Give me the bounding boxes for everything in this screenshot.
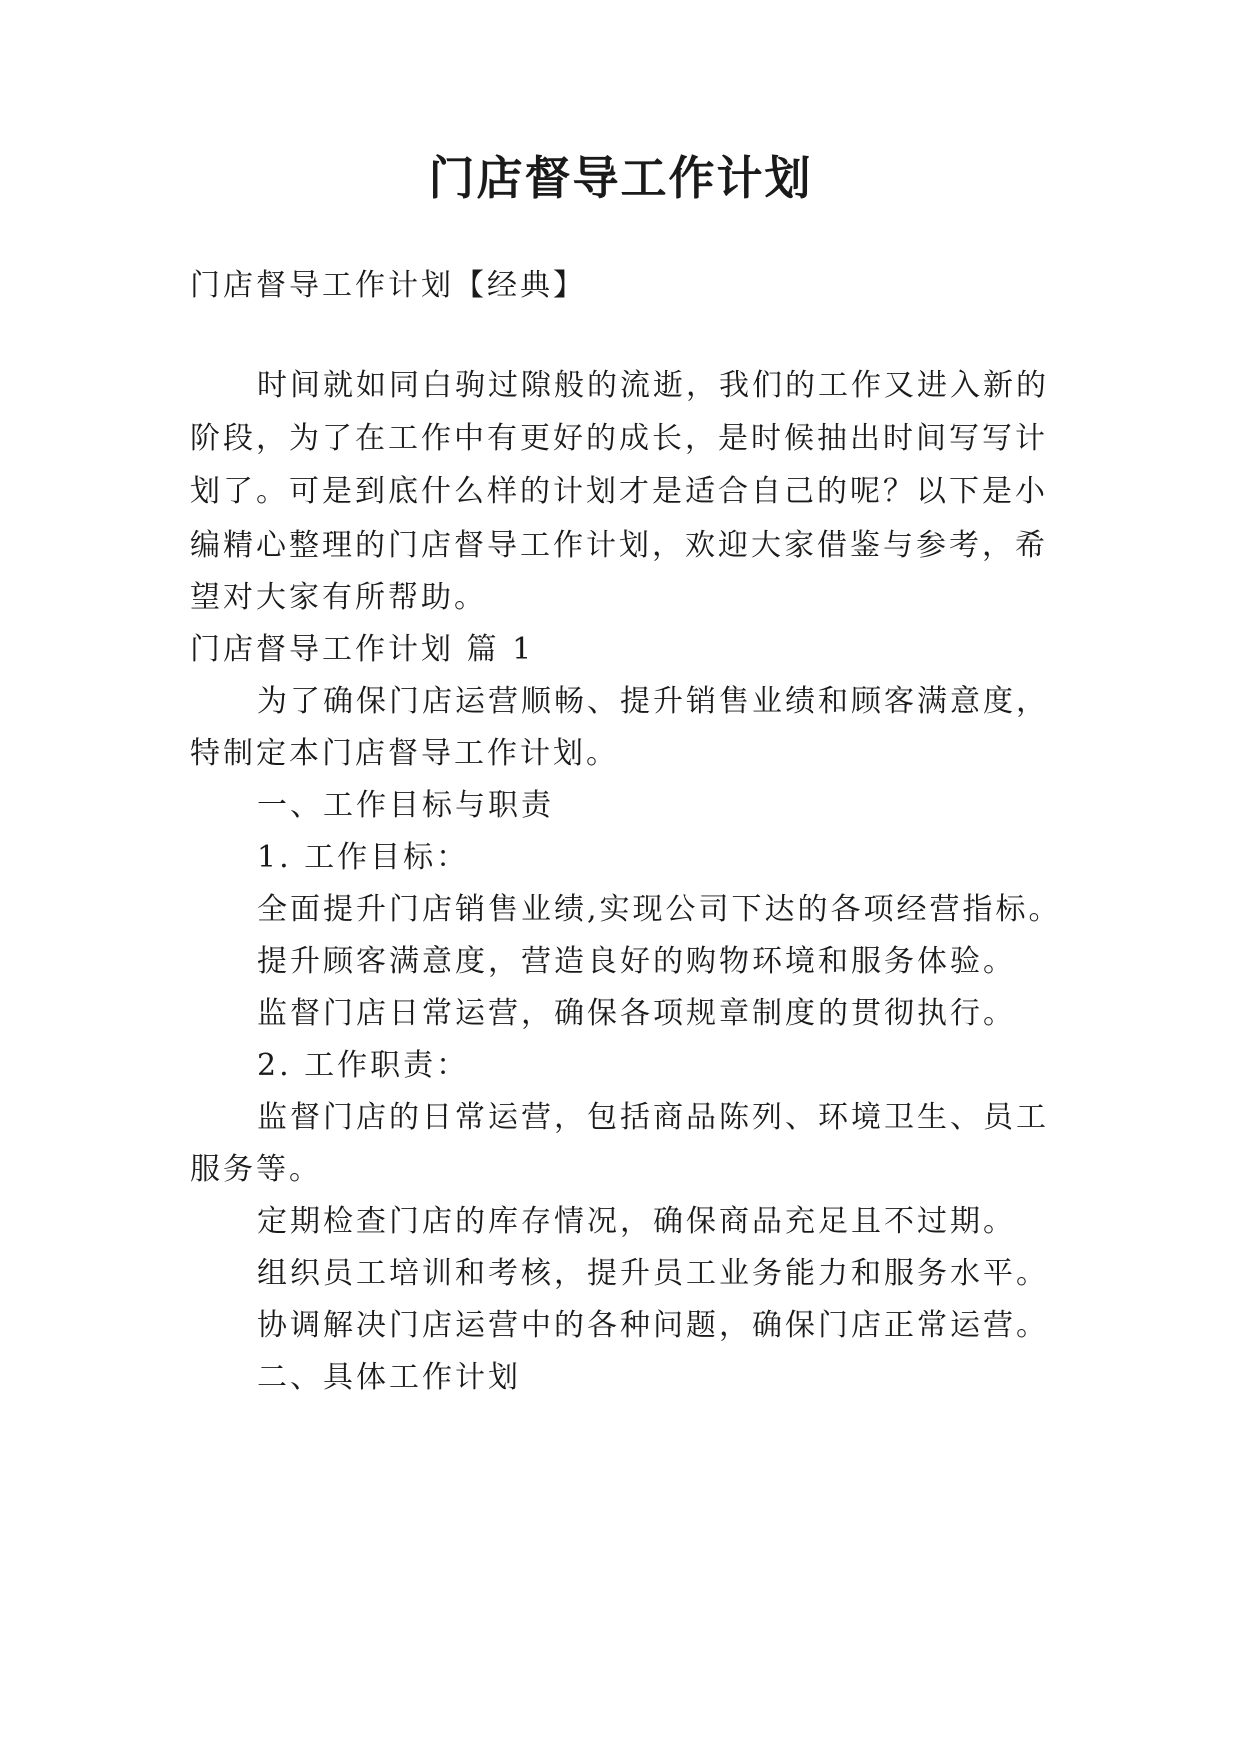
duty-item: 定期检查门店的库存情况，确保商品充足且不过期。 — [257, 1204, 1016, 1239]
subheading-goals: 1. 工作目标： — [257, 840, 470, 875]
intro-line: 时间就如同白驹过隙般的流逝，我们的工作又进入新的 — [257, 368, 1049, 403]
goal-item: 全面提升门店销售业绩,实现公司下达的各项经营指标。 — [257, 892, 1062, 927]
duty-item: 服务等。 — [190, 1152, 322, 1187]
duty-item: 协调解决门店运营中的各种问题，确保门店正常运营。 — [257, 1308, 1049, 1343]
document-subtitle: 门店督导工作计划【经典】 — [190, 268, 586, 303]
intro-line: 阶段，为了在工作中有更好的成长，是时候抽出时间写写计 — [190, 421, 1048, 456]
intro-line: 划了。可是到底什么样的计划才是适合自己的呢？以下是小 — [190, 474, 1048, 509]
heading-work-plan: 二、具体工作计划 — [257, 1360, 521, 1395]
section-title: 门店督导工作计划 篇 1 — [190, 632, 535, 667]
duty-item: 监督门店的日常运营，包括商品陈列、环境卫生、员工 — [257, 1100, 1049, 1135]
heading-work-goals: 一、工作目标与职责 — [257, 788, 554, 823]
subheading-duties: 2. 工作职责： — [257, 1048, 470, 1083]
duty-item: 组织员工培训和考核，提升员工业务能力和服务水平。 — [257, 1256, 1049, 1291]
goal-item: 监督门店日常运营，确保各项规章制度的贯彻执行。 — [257, 996, 1016, 1031]
intro-line: 望对大家有所帮助。 — [190, 580, 487, 615]
document-title: 门店督导工作计划 — [428, 151, 813, 205]
intro-line: 编精心整理的门店督导工作计划，欢迎大家借鉴与参考，希 — [190, 528, 1048, 563]
purpose-line: 为了确保门店运营顺畅、提升销售业绩和顾客满意度， — [257, 684, 1049, 719]
goal-item: 提升顾客满意度，营造良好的购物环境和服务体验。 — [257, 944, 1016, 979]
purpose-line: 特制定本门店督导工作计划。 — [190, 736, 619, 771]
